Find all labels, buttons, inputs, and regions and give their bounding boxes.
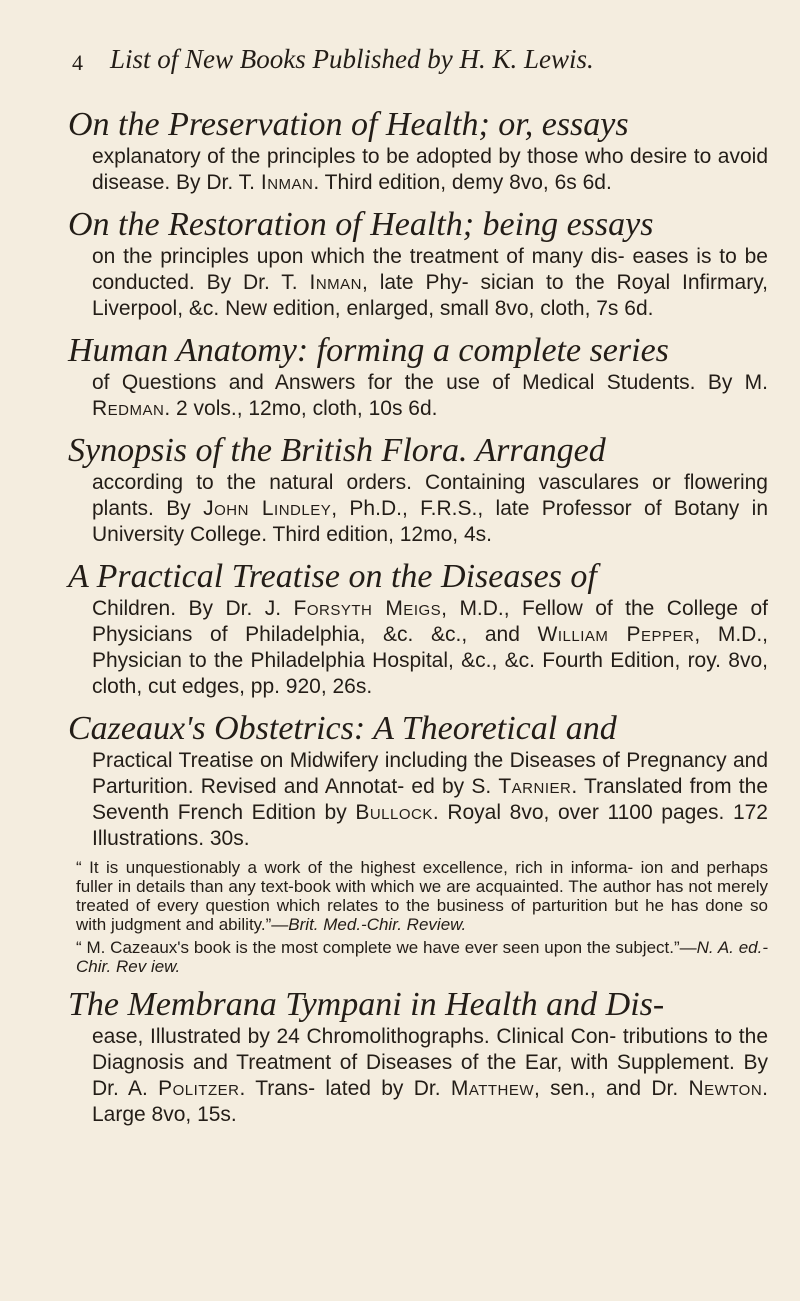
book-entry	[68, 986, 768, 1128]
description-text: , late Phy- sician to the Royal Infirmary, Liverpool, &c. New edition, enlarged, small 8vo, cloth, 7s 6d.	[92, 271, 768, 320]
book-description	[68, 144, 768, 196]
author-name: Bullock	[355, 801, 433, 824]
author-name: Forsyth Meigs	[293, 597, 442, 620]
author-name: John Lindley	[203, 497, 332, 520]
quote-source: N. A. ed.-Chir. Rev iew.	[76, 938, 768, 976]
book-title: On the Preservation of Health; or, essays	[68, 106, 629, 143]
quote-text: “ It is unquestionably a work of the highest excellence, rich in informa- ion and perhaps fuller in details than any text-book with which we are acquainted. The author has not merely treated of every question which relates to the business of parturition but he has done so with judgment and ability.”—	[76, 858, 768, 934]
book-title: Human Anatomy: forming a complete series	[68, 332, 669, 369]
book-entry	[68, 106, 768, 196]
description-text: . Large 8vo, 15s.	[92, 1077, 769, 1126]
book-title: Synopsis of the British Flora. Arranged	[68, 432, 606, 469]
author-name: Inman	[260, 171, 314, 194]
author-name: Tarnier	[498, 775, 572, 798]
book-title: On the Restoration of Health; being essays	[68, 206, 654, 243]
description-text: . Translated from the Seventh French Edition by	[92, 775, 768, 824]
author-name: Redman	[92, 397, 165, 420]
page-number: 4	[72, 50, 83, 75]
description-text: on the principles upon which the treatment of many dis- eases is to be conducted. By Dr. T.	[92, 245, 768, 294]
description-text: Practical Treatise on Midwifery including the Diseases of Pregnancy and Parturition. Revised and Annotat- ed by S.	[92, 749, 768, 798]
author-name: Newton	[688, 1077, 763, 1100]
running-title: List of New Books Published by H. K. Lewis.	[110, 44, 594, 74]
entries-list	[68, 106, 768, 1138]
description-text: , Ph.D., F.R.S., late Professor of Botany in University College. Third edition, 12mo, 4s.	[92, 497, 768, 546]
description-text: , sen., and Dr.	[534, 1077, 689, 1100]
description-text: . Third edition, demy 8vo, 6s 6d.	[313, 171, 612, 194]
page-header	[72, 44, 772, 80]
book-entry	[68, 432, 768, 548]
review-quote	[76, 858, 768, 934]
description-text: according to the natural orders. Containing vasculares or flowering plants. By	[92, 471, 768, 520]
quote-source: Brit. Med.-Chir. Review.	[288, 915, 467, 934]
author-name: Inman	[309, 271, 363, 294]
book-entry	[68, 206, 768, 322]
description-text: explanatory of the principles to be adopted by those who desire to avoid disease. By Dr. T.	[92, 145, 768, 194]
description-text: , M.D., Fellow of the College of Physicians of Philadelphia, &c. &c., and	[92, 597, 768, 646]
description-text: . Royal 8vo, over 1100 pages. 172 Illustrations. 30s.	[92, 801, 768, 850]
review-quotes	[68, 858, 768, 976]
book-description	[68, 748, 768, 852]
book-title: The Membrana Tympani in Health and Dis-	[68, 986, 665, 1023]
description-text: of Questions and Answers for the use of Medical Students. By M.	[92, 371, 768, 394]
book-description	[68, 1024, 768, 1128]
quote-text: “ M. Cazeaux's book is the most complete we have ever seen upon the subject.”—	[76, 938, 697, 957]
description-text: . 2 vols., 12mo, cloth, 10s 6d.	[164, 397, 438, 420]
author-name: William Pepper	[537, 623, 695, 646]
book-description	[68, 244, 768, 322]
book-title: A Practical Treatise on the Diseases of	[68, 558, 597, 595]
description-text: , M.D., Physician to the Philadelphia Hospital, &c., &c. Fourth Edition, roy. 8vo, cloth, cut edges, pp. 920, 26s.	[92, 623, 768, 698]
description-text: . Trans- lated by Dr.	[239, 1077, 451, 1100]
book-description	[68, 596, 768, 700]
description-text: ease, Illustrated by 24 Chromolithographs. Clinical Con- tributions to the Diagnosis and Treatment of Diseases of the Ear, with Supplement. By Dr. A.	[92, 1025, 768, 1100]
book-entry	[68, 710, 768, 976]
book-description	[68, 470, 768, 548]
book-entry	[68, 332, 768, 422]
description-text: Children. By Dr. J.	[92, 597, 294, 620]
author-name: Politzer	[158, 1077, 240, 1100]
review-quote	[76, 938, 768, 976]
book-entry	[68, 558, 768, 700]
book-title: Cazeaux's Obstetrics: A Theoretical and	[68, 710, 617, 747]
author-name: Matthew	[450, 1077, 535, 1100]
book-description	[68, 370, 768, 422]
